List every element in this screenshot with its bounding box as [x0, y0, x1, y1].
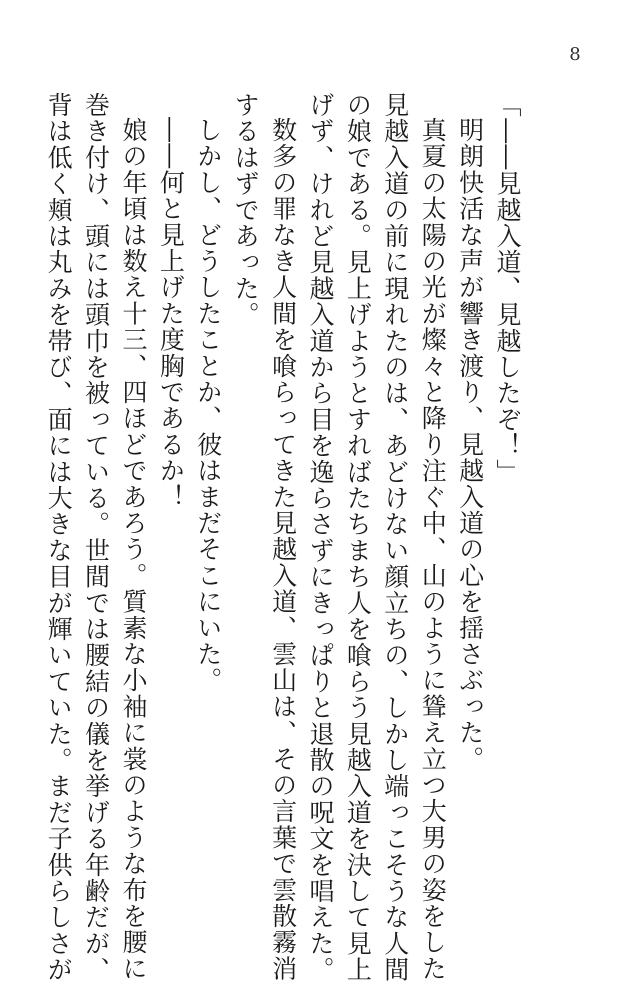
text-line: 「――見越入道、見越したぞ！」 [493, 92, 522, 485]
page-number: 8 [569, 44, 581, 65]
text-line: 真夏の太陽の光が燦々と降り注ぐ中、山のように聳え立つ大男の姿をした [418, 117, 448, 982]
text-line: 背は低く頬は丸みを帯び、面には大きな目が輝いていた。まだ子供らしさが [44, 92, 74, 983]
text-line: 巻き付け、頭には頭巾を被っている。世間では腰結の儀を挙げる年齢だが、 [81, 92, 111, 983]
text-line: 娘の年頃は数え十三、四ほどであろう。質素な小袖に裳のような布を腰に [118, 117, 148, 982]
text-line: するはずであった。 [231, 92, 261, 328]
text-line: の娘である。見上げようとすればたちまち人を喰らう見越入道を決して見上 [343, 92, 373, 983]
text-line: ――何と見上げた度胸であるか！ [156, 117, 186, 510]
text-line: 見越入道の前に現れたのは、あどけない顔立ちの、しかし端っこそうな人間 [380, 92, 410, 983]
text-line: 数多の罪なき人間を喰らってきた見越入道、雲山は、その言葉で雲散霧消 [268, 117, 298, 982]
text-line: 明朗快活な声が響き渡り、見越入道の心を揺さぶった。 [455, 117, 485, 772]
text-line: しかし、どうしたことか、彼はまだそこにいた。 [193, 117, 223, 694]
text-line: げず、けれど見越入道から目を逸らさずにきっぱりと退散の呪文を唱えた。 [305, 92, 335, 983]
vertical-text-body [44, 92, 526, 983]
